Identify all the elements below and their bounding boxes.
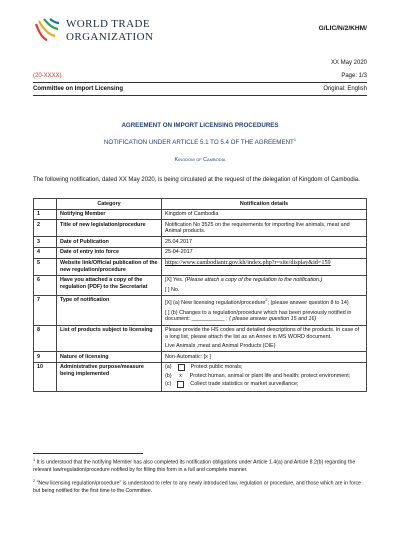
products-list: Live Animals ,meat and Animal Products (OIE) — [165, 343, 276, 350]
row-category: List of products subject to licensing — [57, 325, 162, 352]
notification-type-a: [X] (a) New licensing regulation/procedure$^2$; (please answer question 8 to 14) — [165, 298, 349, 307]
org-name-line2: ORGANIZATION — [66, 31, 154, 43]
footnote-divider — [33, 453, 143, 454]
notification-type-b: [ ] (b) Changes to a regulation/procedure which has been previously notified in document: ___________ ; ( please answer question 15 and 16) — [165, 309, 352, 323]
agreement-title: AGREEMENT ON IMPORT LICENSING PROCEDURES — [121, 122, 279, 129]
notification-table — [33, 198, 367, 392]
attached-no-option: [ ] No. — [165, 286, 180, 293]
column-header: Category — [57, 199, 162, 210]
row-details: Kingdom of Cambodia — [162, 209, 367, 220]
row-number: 6 — [34, 275, 57, 295]
row-details — [162, 362, 367, 391]
header-divider — [33, 82, 367, 83]
checkbox[interactable] — [177, 381, 184, 388]
row-category: Have you attached a copy of the regulation (PDF) to the Secretariat — [57, 275, 162, 295]
website-link[interactable]: https://www.cambodiantr.gov.kh/index.php?r=site/display&id=159 — [165, 259, 331, 267]
document-date: XX May 2020 — [330, 60, 367, 66]
notification-subtitle: NOTIFICATION UNDER ARTICLE 5.1 TO 5.4 OF THE AGREEMENT$^1$ — [103, 137, 297, 147]
table-header-row — [34, 199, 367, 210]
row-number: 2 — [34, 220, 57, 237]
row-details — [162, 275, 367, 295]
committee-name: Committee on Import Licensing — [33, 86, 124, 92]
table-row — [34, 247, 367, 258]
page-number: Page: 1/3 — [341, 73, 367, 79]
row-details — [162, 325, 367, 352]
row-details: Non-Automatic: [x ] — [162, 352, 367, 363]
row-number: 9 — [34, 352, 57, 363]
row-category: Website link/Official publication of the new regulation/procedure — [57, 258, 162, 275]
row-number: 7 — [34, 295, 57, 325]
row-number: 3 — [34, 237, 57, 248]
checkbox[interactable] — [178, 364, 185, 371]
row-number: 4 — [34, 247, 57, 258]
attached-yes-option: [X] Yes. (Please attach a copy of the regulation to the notification.) — [165, 277, 323, 284]
table-row — [34, 209, 367, 220]
table-row — [34, 258, 367, 275]
row-details — [162, 295, 367, 325]
footnote-ref: 2 — [265, 298, 268, 303]
row-details: 25.04.2017 — [162, 237, 367, 248]
footnote-2: $^2$ "New licensing regulation/procedure" is understood to refer to any newly introduced law, regulation or procedure, and those which are in force but being notified for the first time to the Committee. — [33, 479, 361, 494]
table-row — [34, 237, 367, 248]
wto-logo-icon — [33, 16, 61, 44]
table-row — [34, 295, 367, 325]
purpose-option: (b) x Protect human, animal or plant life and health; protect environment; — [165, 372, 351, 379]
row-category: Date of Publication — [57, 237, 162, 248]
row-details: 25-04-2017 — [162, 247, 367, 258]
purpose-option: (c) Collect trade statistics or market surveillance; — [165, 380, 299, 387]
row-number: 10 — [34, 362, 57, 391]
original-language: Original: English — [323, 86, 367, 92]
row-category: Type of notification — [57, 295, 162, 325]
document-reference: (20-XXXX) — [33, 73, 62, 79]
column-header: Notification details — [162, 199, 367, 210]
products-instructions: Please provide the HS codes and detailed descriptions of the products. In case of a long list, please attach the list as an Annex in MS WORD document. — [165, 327, 360, 340]
row-category: Nature of licensing — [57, 352, 162, 363]
org-name-line1: WORLD TRADE — [66, 18, 150, 30]
footnote-ref: 1 — [293, 137, 297, 142]
row-number: 1 — [34, 209, 57, 220]
table-row — [34, 220, 367, 237]
column-header — [34, 199, 57, 210]
purpose-option: (a) Protect public morals; — [165, 364, 243, 371]
type-b-note: ( please answer question 15 and 16) — [229, 316, 317, 323]
document-symbol: G/LIC/N/2/KHM/ — [318, 25, 367, 32]
table-row — [34, 325, 367, 352]
table-row — [34, 352, 367, 363]
row-category: Notifying Member — [57, 209, 162, 220]
row-details: Notification No 3525 on the requirements for importing live animals, meat and Animal products. — [162, 220, 367, 237]
intro-paragraph: The following notification, dated XX May 2020, is being circulated at the request of the delegation of Kingdom of Cambodia. — [33, 177, 360, 183]
row-number: 8 — [34, 325, 57, 352]
row-category: Title of new legislation/procedure — [57, 220, 162, 237]
member-name: Kingdom of Cambodia — [174, 157, 226, 163]
table-row — [34, 275, 367, 295]
row-details — [162, 258, 367, 275]
row-number: 5 — [34, 258, 57, 275]
row-category: Date of entry into force — [57, 247, 162, 258]
header-divider-bottom — [33, 95, 367, 96]
table-row — [34, 362, 367, 391]
row-category: Administrative purpose/measure being implemented — [57, 362, 162, 391]
attach-note: (Please attach a copy of the regulation to the notification.) — [184, 277, 323, 284]
checkbox-mark[interactable]: x — [179, 372, 182, 379]
footnote-1: $^1$ It is understood that the notifying Member has also completed its notification obligations under Article 1.4(a) and Article 8.2(b) regarding the relevant law/regulation/procedure notified by for filling this form in a full and complete manner. — [33, 458, 356, 473]
